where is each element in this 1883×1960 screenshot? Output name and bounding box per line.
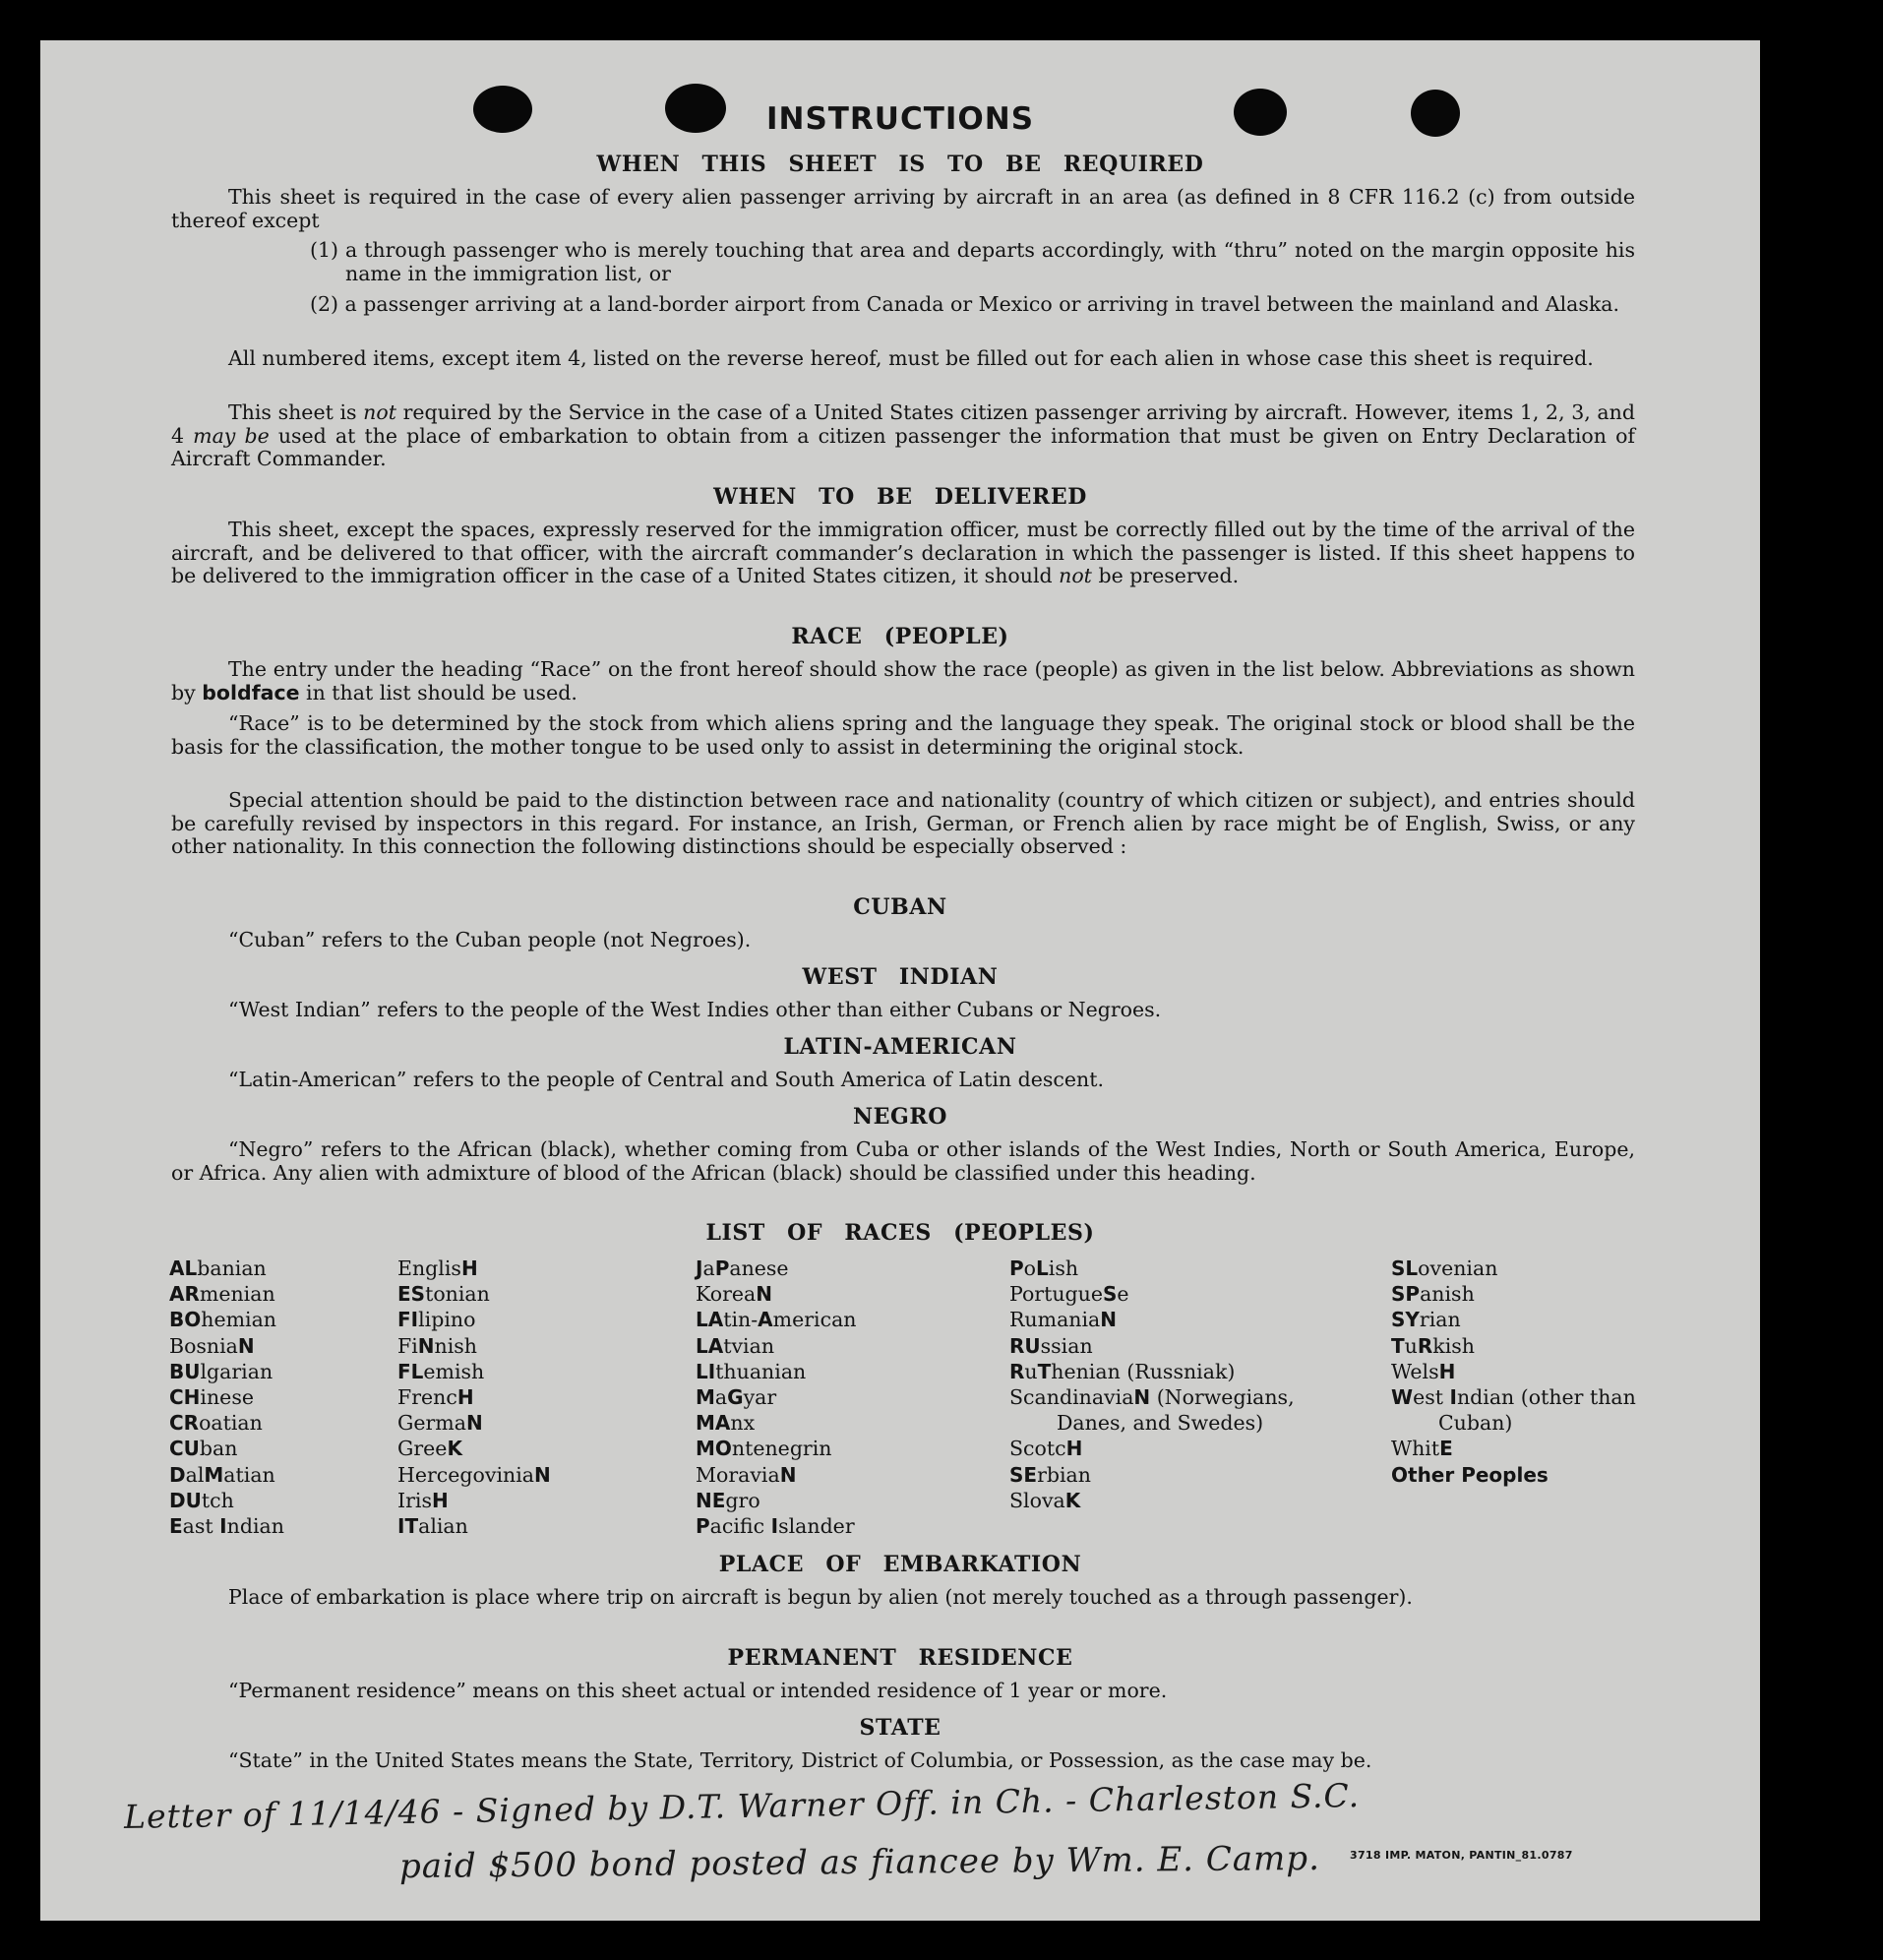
- race-entry: [169, 1488, 366, 1513]
- race-text: Rumania: [1009, 1308, 1101, 1332]
- race-entry: [1391, 1359, 1637, 1384]
- race-entry: [169, 1384, 366, 1410]
- race-entry: [1009, 1359, 1314, 1384]
- race-entry: [1391, 1436, 1637, 1461]
- race-para-3: Special attention should be paid to the distinction between race and nationality (country of which citizen or subject), and entries should be carefully revised by inspectors in this regard. For instance, an Irish, German, or French alien by race might be of English, Swiss, or any other nationality. In this connection the following distinctions should be especially observed :: [171, 788, 1635, 858]
- race-abbreviation: LA: [696, 1333, 724, 1358]
- race-abbreviation: I: [219, 1514, 227, 1539]
- race-entry: [696, 1307, 971, 1332]
- race-abbreviation: G: [727, 1385, 744, 1410]
- race-abbreviation: SY: [1391, 1308, 1420, 1332]
- race-text: ast: [182, 1514, 220, 1539]
- race-text: slander: [778, 1514, 855, 1539]
- race-abbreviation: N: [237, 1333, 255, 1358]
- race-text: ovenian: [1418, 1256, 1498, 1280]
- race-text: u: [1024, 1359, 1038, 1383]
- race-abbreviation: H: [431, 1488, 449, 1512]
- race-text: Englis: [397, 1256, 461, 1280]
- race-abbreviation: CR: [169, 1411, 200, 1436]
- race-entry: [397, 1513, 653, 1539]
- race-entry: [696, 1462, 971, 1488]
- race-entry: [696, 1333, 971, 1359]
- race-entry: [1009, 1333, 1314, 1359]
- race-abbreviation: M: [696, 1385, 715, 1410]
- race-text: o: [1023, 1256, 1037, 1280]
- race-abbreviation: T: [1391, 1333, 1405, 1358]
- text-run: be preserved.: [1091, 564, 1240, 587]
- state-text: “State” in the United States means the State, Territory, District of Columbia, or Possession, as the case may be.: [228, 1748, 1372, 1772]
- cuban-text: “Cuban” refers to the Cuban people (not Negroes).: [228, 928, 752, 951]
- race-abbreviation: BU: [169, 1359, 201, 1383]
- race-entry: [397, 1488, 653, 1513]
- race-entry: [169, 1256, 366, 1281]
- race-abbreviation: CH: [169, 1385, 201, 1410]
- race-abbreviation: ES: [397, 1282, 426, 1307]
- race-abbreviation: RU: [1009, 1333, 1041, 1358]
- race-text: Hercegovinia: [397, 1462, 535, 1487]
- race-abbreviation: M: [204, 1462, 224, 1487]
- race-abbreviation: AR: [169, 1282, 200, 1307]
- race-abbreviation: FL: [397, 1359, 424, 1383]
- race-text: Gree: [397, 1437, 448, 1461]
- race-text: banian: [197, 1256, 267, 1280]
- race-text: (Norwegians, Danes, and Swedes): [1057, 1385, 1295, 1436]
- race-entry: [1009, 1384, 1314, 1436]
- races-column: [397, 1256, 653, 1539]
- race-abbreviation: E: [1439, 1437, 1453, 1461]
- race-abbreviation: N: [534, 1462, 551, 1487]
- race-text: Portugue: [1009, 1282, 1104, 1307]
- race-entry: [696, 1513, 971, 1539]
- race-entry: [169, 1359, 366, 1384]
- delivered-text: [171, 519, 1635, 588]
- race-text: u: [1404, 1333, 1418, 1358]
- race-text: Bosnia: [169, 1333, 238, 1358]
- race-abbreviation: A: [758, 1308, 773, 1332]
- heading-negro: NEGRO: [852, 1104, 948, 1130]
- race-abbreviation: N: [417, 1333, 435, 1358]
- race-abbreviation: FI: [397, 1308, 419, 1332]
- race-abbreviation: H: [1065, 1437, 1083, 1461]
- race-abbreviation: NE: [696, 1488, 726, 1512]
- race-text: gro: [725, 1488, 760, 1512]
- latin-american-text: “Latin-American” refers to the people of Central and South America of Latin descent.: [228, 1068, 1104, 1091]
- race-abbreviation: LA: [696, 1308, 724, 1332]
- races-column: [1009, 1256, 1314, 1513]
- races-column: [696, 1256, 971, 1539]
- emphasis: not: [363, 400, 396, 424]
- printer-imprint: 3718 IMP. MATON, PANTIN_81.0787: [1350, 1849, 1573, 1862]
- race-text: Moravia: [696, 1462, 780, 1487]
- race-abbreviation: R: [1417, 1333, 1433, 1358]
- race-entry: [1009, 1436, 1314, 1461]
- heading-latin-american: LATIN-AMERICAN: [783, 1034, 1017, 1060]
- race-text: thuanian: [715, 1359, 807, 1383]
- race-abbreviation: I: [1449, 1385, 1457, 1410]
- handwritten-note-line-1: Letter of 11/14/46 - Signed by D.T. Warner Off. in Ch. - Charleston S.C.: [123, 1776, 1361, 1836]
- race-entry: [1391, 1256, 1637, 1281]
- race-entry: [696, 1281, 971, 1307]
- race-entry: [696, 1384, 971, 1410]
- race-entry: [1009, 1281, 1314, 1307]
- page-title: INSTRUCTIONS: [765, 101, 1035, 137]
- race-entry: [397, 1333, 653, 1359]
- race-text: est: [1413, 1385, 1450, 1410]
- race-text: Fi: [397, 1333, 418, 1358]
- permanent-residence-text: “Permanent residence” means on this sheet actual or intended residence of 1 year or more.: [228, 1679, 1168, 1702]
- race-abbreviation: P: [1009, 1256, 1024, 1280]
- heading-list-of-races: LIST OF RACES (PEOPLES): [705, 1220, 1095, 1246]
- race-text: Germa: [397, 1411, 466, 1436]
- race-text: Whit: [1391, 1437, 1440, 1461]
- text-run: This sheet, except the spaces, expressly reserved for the immigration officer, must be correctly filled out by the time of the arrival of the aircraft, and be delivered to that officer, with the aircraft commander’s declaration in which the passenger is listed. If this sheet happens to be delivered to the immigration officer in the case of a United States citizen, it should: [171, 518, 1635, 587]
- race-entry: [1009, 1307, 1314, 1332]
- text-run: used at the place of embarkation to obtain from a citizen passenger the information that must be given on Entry Declaration of Aircraft Commander.: [171, 423, 1635, 470]
- race-text: Scotc: [1009, 1437, 1066, 1461]
- race-text: inese: [200, 1385, 254, 1410]
- required-citizen: [171, 401, 1635, 471]
- text-run: The entry under the heading “Race” on the front hereof should show the race (people) as given in the list below. Abbreviations as shown by: [171, 657, 1635, 704]
- heading-required: WHEN THIS SHEET IS TO BE REQUIRED: [596, 152, 1204, 177]
- race-text: tonian: [425, 1282, 490, 1307]
- race-abbreviation: T: [1037, 1359, 1052, 1383]
- race-entry: [397, 1307, 653, 1332]
- race-entry: [397, 1281, 653, 1307]
- race-text: Iris: [397, 1488, 432, 1512]
- race-text: acific: [709, 1514, 771, 1539]
- heading-cuban: CUBAN: [853, 894, 947, 920]
- race-text: Scandinavia: [1009, 1385, 1134, 1410]
- race-text: a: [714, 1385, 728, 1410]
- race-abbreviation: BO: [169, 1308, 202, 1332]
- race-entry: [397, 1359, 653, 1384]
- race-entry: [169, 1333, 366, 1359]
- race-text: ndian: [226, 1514, 284, 1539]
- race-text: emish: [423, 1359, 485, 1383]
- race-text: nish: [434, 1333, 478, 1358]
- race-abbreviation: N: [1133, 1385, 1151, 1410]
- race-abbreviation: P: [714, 1256, 730, 1280]
- race-text: Frenc: [397, 1385, 457, 1410]
- race-abbreviation: MA: [696, 1411, 731, 1436]
- west-indian-text: “West Indian” refers to the people of the West Indies other than either Cubans or Negroes.: [228, 998, 1162, 1021]
- race-text: tch: [201, 1488, 234, 1512]
- race-entry: [1391, 1281, 1637, 1307]
- race-text: oatian: [199, 1411, 263, 1436]
- race-abbreviation: N: [1100, 1308, 1118, 1332]
- race-abbreviation: LI: [696, 1359, 716, 1383]
- race-entry: [1009, 1462, 1314, 1488]
- races-column: [1391, 1256, 1637, 1488]
- race-abbreviation: K: [447, 1437, 462, 1461]
- race-text: ssian: [1040, 1333, 1093, 1358]
- race-text: e: [1117, 1282, 1129, 1307]
- race-text: henian (Russniak): [1051, 1359, 1236, 1383]
- race-abbreviation: N: [756, 1282, 773, 1307]
- race-entry: [1391, 1384, 1637, 1436]
- race-abbreviation: AL: [169, 1256, 198, 1280]
- race-entry: [696, 1359, 971, 1384]
- race-text: merican: [772, 1308, 857, 1332]
- race-entry: [397, 1436, 653, 1461]
- heading-permanent-residence: PERMANENT RESIDENCE: [727, 1645, 1073, 1671]
- race-text: Wels: [1391, 1359, 1439, 1383]
- race-entry: [169, 1307, 366, 1332]
- race-text: yar: [743, 1385, 777, 1410]
- race-text: ntenegrin: [731, 1437, 832, 1461]
- race-entry: [1009, 1488, 1314, 1513]
- race-text: ndian (other than Cuban): [1438, 1385, 1636, 1436]
- race-text: anish: [1420, 1282, 1475, 1307]
- race-text: nx: [730, 1411, 756, 1436]
- race-text: Slova: [1009, 1488, 1065, 1512]
- race-abbreviation: D: [169, 1462, 186, 1487]
- race-entry: [1391, 1333, 1637, 1359]
- race-entry: [1009, 1256, 1314, 1281]
- heading-race: RACE (PEOPLE): [791, 624, 1009, 649]
- race-entry: [696, 1410, 971, 1436]
- text-run: required by the Service in the case of a United States citizen passenger arriving by aircraft. However, items 1, 2, 3, and 4: [171, 400, 1635, 448]
- emphasis: not: [1059, 564, 1092, 587]
- document-sheet: [40, 40, 1760, 1921]
- race-text: ban: [199, 1437, 238, 1461]
- text-run: This sheet is: [228, 400, 364, 424]
- race-abbreviation: SE: [1009, 1462, 1038, 1487]
- embarkation-text: Place of embarkation is place where trip on aircraft is begun by alien (not merely touched as a through passenger).: [228, 1585, 1413, 1609]
- race-entry: [169, 1462, 366, 1488]
- race-text: atian: [223, 1462, 275, 1487]
- race-para-1: [171, 658, 1635, 704]
- race-text: al: [185, 1462, 205, 1487]
- race-text: a: [702, 1256, 715, 1280]
- race-abbreviation: SP: [1391, 1282, 1421, 1307]
- race-text: rbian: [1037, 1462, 1091, 1487]
- race-entry: [397, 1462, 653, 1488]
- race-text: lgarian: [200, 1359, 273, 1383]
- race-text: tin-: [723, 1308, 759, 1332]
- required-item-1: (1) a through passenger who is merely touching that area and departs accordingly, with “thru” noted on the margin opposite his name in the immigration list, or: [310, 238, 1635, 285]
- race-entry: [397, 1256, 653, 1281]
- heading-west-indian: WEST INDIAN: [802, 964, 999, 990]
- race-abbreviation: H: [1438, 1359, 1456, 1383]
- race-abbreviation: K: [1064, 1488, 1081, 1512]
- race-entry: [1391, 1462, 1637, 1488]
- required-numbered: All numbered items, except item 4, listed on the reverse hereof, must be filled out for each alien in whose case this sheet is required.: [228, 346, 1594, 370]
- race-abbreviation: Other Peoples: [1391, 1462, 1549, 1487]
- race-abbreviation: L: [1036, 1256, 1049, 1280]
- race-abbreviation: MO: [696, 1437, 732, 1461]
- race-abbreviation: E: [169, 1514, 183, 1539]
- race-entry: [696, 1256, 971, 1281]
- race-abbreviation: W: [1391, 1385, 1414, 1410]
- race-abbreviation: R: [1009, 1359, 1025, 1383]
- race-entry: [397, 1410, 653, 1436]
- race-text: Korea: [696, 1282, 757, 1307]
- race-text: rian: [1419, 1308, 1461, 1332]
- race-para-2: “Race” is to be determined by the stock from which aliens spring and the language they speak. The original stock or blood shall be the basis for the classification, the mother tongue to be used only to assist in determining the original stock.: [171, 711, 1635, 759]
- boldface-word: boldface: [202, 680, 300, 704]
- race-abbreviation: S: [1103, 1282, 1118, 1307]
- emphasis: may be: [193, 423, 270, 448]
- race-entry: [169, 1410, 366, 1436]
- race-entry: [1391, 1307, 1637, 1332]
- race-text: anese: [729, 1256, 789, 1280]
- handwritten-note-line-2: paid $500 bond posted as fiancee by Wm. E. Camp.: [398, 1838, 1321, 1887]
- race-abbreviation: J: [696, 1256, 703, 1280]
- negro-text: “Negro” refers to the African (black), whether coming from Cuba or other islands of the West Indies, North or South America, Europe, or Africa. Any alien with admixture of blood of the African (black) should be classified under this heading.: [171, 1137, 1635, 1185]
- race-text: kish: [1432, 1333, 1475, 1358]
- heading-delivered: WHEN TO BE DELIVERED: [713, 484, 1087, 510]
- heading-state: STATE: [859, 1715, 942, 1741]
- race-text: hemian: [201, 1308, 277, 1332]
- race-text: tvian: [723, 1333, 775, 1358]
- race-entry: [696, 1436, 971, 1461]
- text-run: in that list should be used.: [299, 680, 577, 704]
- race-text: alian: [418, 1514, 468, 1539]
- race-text: lipino: [418, 1308, 476, 1332]
- race-abbreviation: DU: [169, 1488, 202, 1512]
- race-abbreviation: SL: [1391, 1256, 1419, 1280]
- heading-embarkation: PLACE OF EMBARKATION: [718, 1552, 1082, 1577]
- race-abbreviation: I: [770, 1514, 779, 1539]
- races-column: [169, 1256, 366, 1539]
- race-entry: [169, 1513, 366, 1539]
- race-abbreviation: N: [465, 1411, 483, 1436]
- required-item-2: (2) a passenger arriving at a land-border airport from Canada or Mexico or arriving in travel between the mainland and Alaska.: [310, 292, 1620, 316]
- race-text: ish: [1048, 1256, 1079, 1280]
- race-abbreviation: CU: [169, 1437, 200, 1461]
- race-entry: [169, 1281, 366, 1307]
- race-text: menian: [199, 1282, 275, 1307]
- race-entry: [397, 1384, 653, 1410]
- required-intro: This sheet is required in the case of every alien passenger arriving by aircraft in an area (as defined in 8 CFR 116.2 (c) from outside thereof except: [171, 185, 1635, 232]
- race-abbreviation: N: [779, 1462, 797, 1487]
- race-abbreviation: P: [696, 1514, 710, 1539]
- race-entry: [696, 1488, 971, 1513]
- race-abbreviation: H: [456, 1385, 474, 1410]
- race-abbreviation: IT: [397, 1514, 419, 1539]
- race-entry: [169, 1436, 366, 1461]
- race-abbreviation: H: [460, 1256, 478, 1280]
